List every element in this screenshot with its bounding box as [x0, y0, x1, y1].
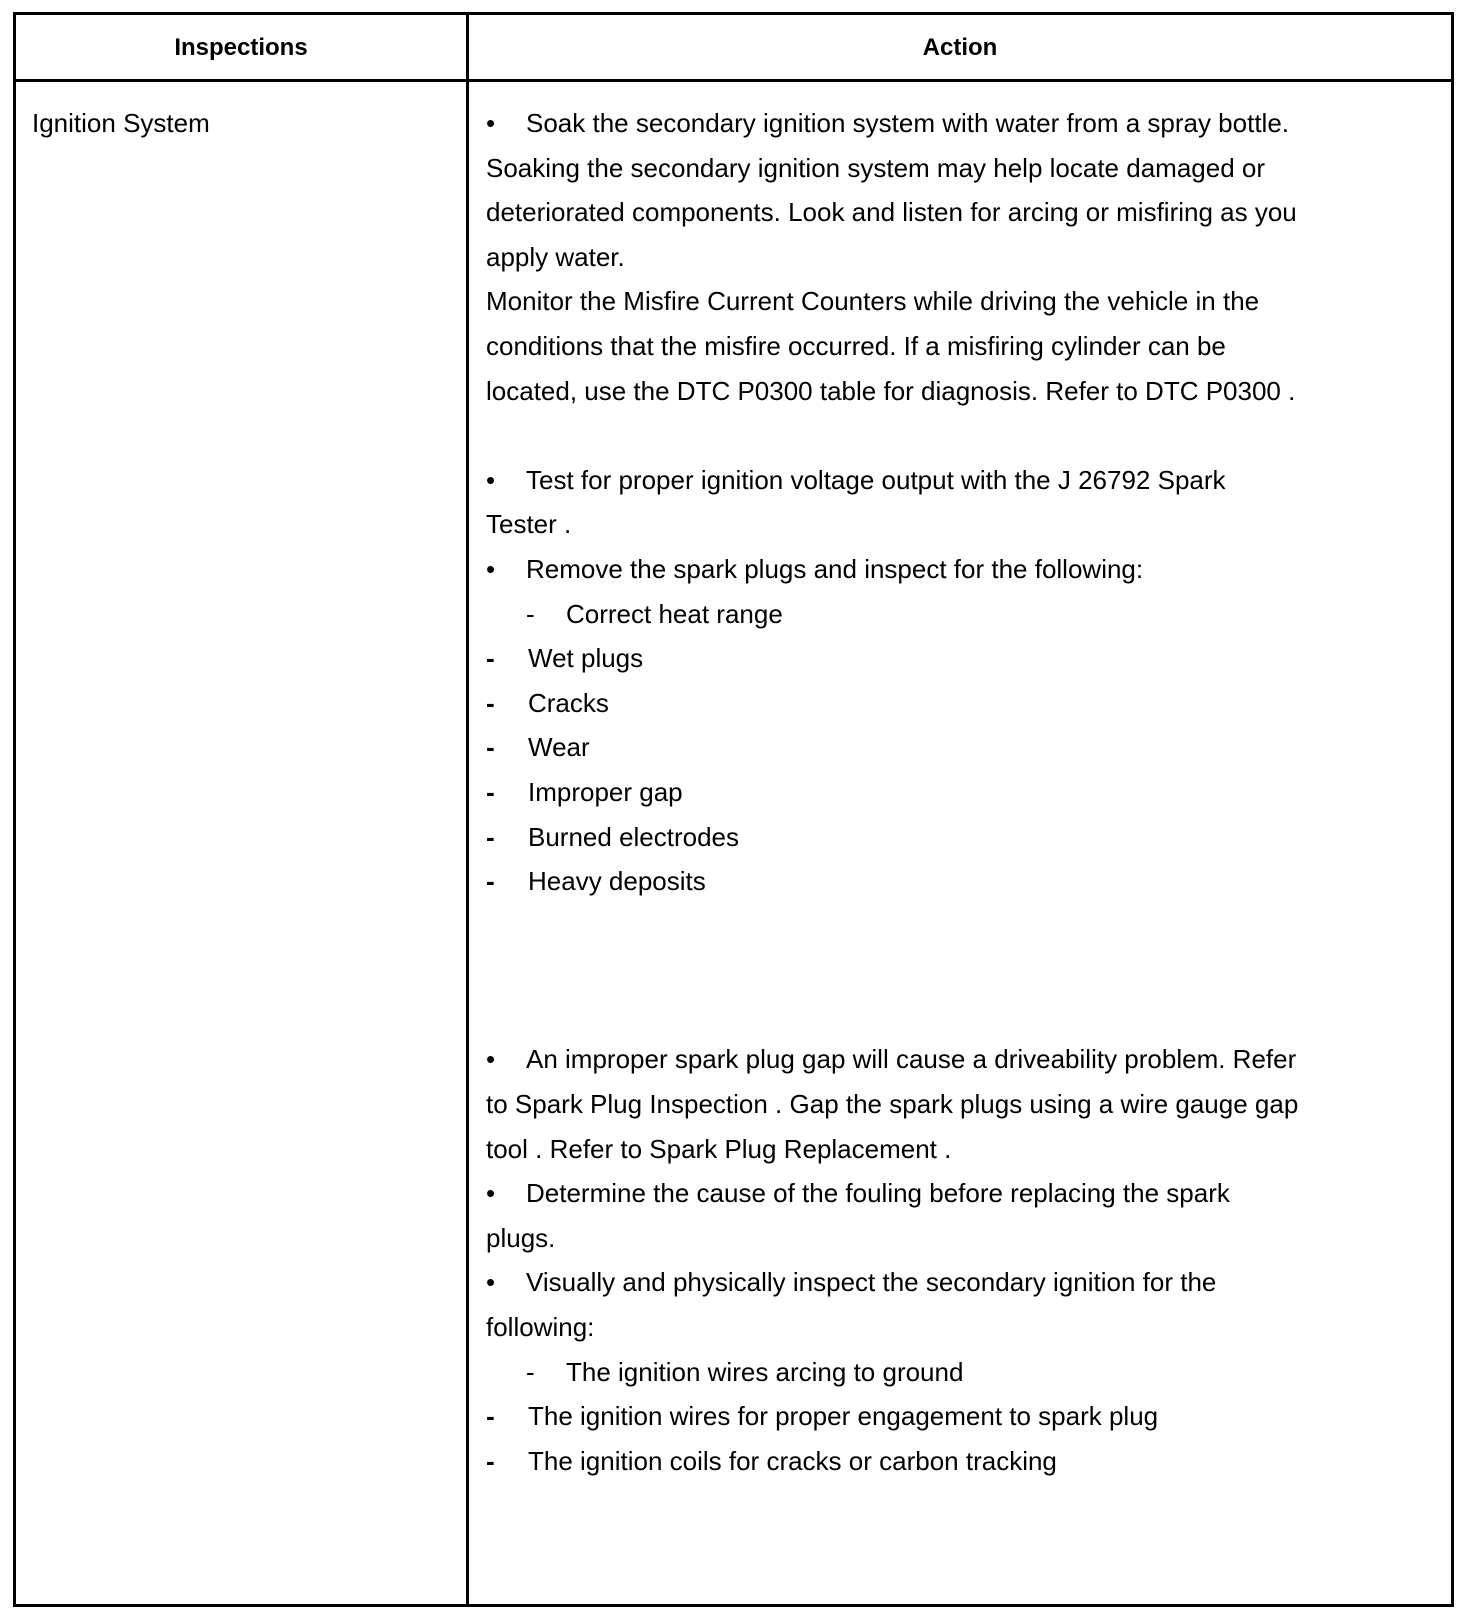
action-cell	[486, 101, 1366, 1483]
dash-icon: -	[486, 643, 495, 674]
action-line: to Spark Plug Inspection . Gap the spark plugs using a wire gauge gap	[486, 1089, 1299, 1120]
inspection-table	[13, 12, 1454, 1607]
action-line: • Soak the secondary ignition system with water from a spray bottle.	[486, 101, 1366, 146]
list-item: - Wet plugs	[486, 636, 1366, 681]
header-divider	[16, 79, 1451, 82]
action-line: • Determine the cause of the fouling before replacing the spark	[486, 1171, 1366, 1216]
action-line: • Test for proper ignition voltage output with the J 26792 Spark	[486, 458, 1366, 503]
dash-icon: -	[486, 732, 495, 763]
header-inspections: Inspections	[174, 34, 308, 61]
dash-icon: -	[526, 1356, 535, 1387]
action-line: apply water.	[486, 241, 625, 272]
bullet-icon: •	[486, 1044, 496, 1075]
dash-icon: -	[486, 866, 495, 897]
action-line: Monitor the Misfire Current Counters while driving the vehicle in the	[486, 286, 1260, 317]
action-line: following:	[486, 1312, 595, 1343]
inspection-name: Ignition System	[32, 108, 210, 138]
list-item: - Improper gap	[486, 770, 1366, 815]
header-action: Action	[922, 34, 998, 61]
dash-icon: -	[526, 598, 535, 629]
action-line: Soaking the secondary ignition system may help locate damaged or	[486, 152, 1265, 183]
action-line: Tester .	[486, 509, 572, 540]
list-item: - Cracks	[486, 681, 1366, 726]
dash-icon: -	[486, 776, 495, 807]
bullet-icon: •	[486, 464, 496, 495]
action-line: tool . Refer to Spark Plug Replacement .	[486, 1133, 952, 1164]
action-line: plugs.	[486, 1222, 556, 1253]
column-divider	[466, 15, 469, 1604]
bullet-icon: •	[486, 1178, 496, 1209]
list-item: - Correct heat range	[486, 592, 1366, 637]
dash-icon: -	[486, 1401, 495, 1432]
dash-icon: -	[486, 1445, 495, 1476]
list-item: - The ignition wires arcing to ground	[486, 1350, 1366, 1395]
dash-icon: -	[486, 821, 495, 852]
bullet-icon: •	[486, 108, 496, 138]
list-item: - Wear	[486, 725, 1366, 770]
action-line: • Remove the spark plugs and inspect for the following:	[486, 547, 1366, 592]
bullet-icon: •	[486, 1267, 496, 1298]
list-item: - Heavy deposits	[486, 859, 1366, 904]
dash-icon: -	[486, 687, 495, 718]
action-line: deteriorated components. Look and listen for arcing or misfiring as you	[486, 197, 1297, 228]
action-line: conditions that the misfire occurred. If a misfiring cylinder can be	[486, 330, 1226, 361]
action-line: located, use the DTC P0300 table for diagnosis. Refer to DTC P0300 .	[486, 375, 1296, 406]
list-item: - Burned electrodes	[486, 815, 1366, 860]
action-line: • An improper spark plug gap will cause a driveability problem. Refer	[486, 1037, 1366, 1082]
action-line: • Visually and physically inspect the secondary ignition for the	[486, 1260, 1366, 1305]
bullet-icon: •	[486, 553, 496, 584]
list-item: - The ignition wires for proper engagement to spark plug	[486, 1394, 1366, 1439]
list-item: - The ignition coils for cracks or carbon tracking	[486, 1439, 1366, 1484]
